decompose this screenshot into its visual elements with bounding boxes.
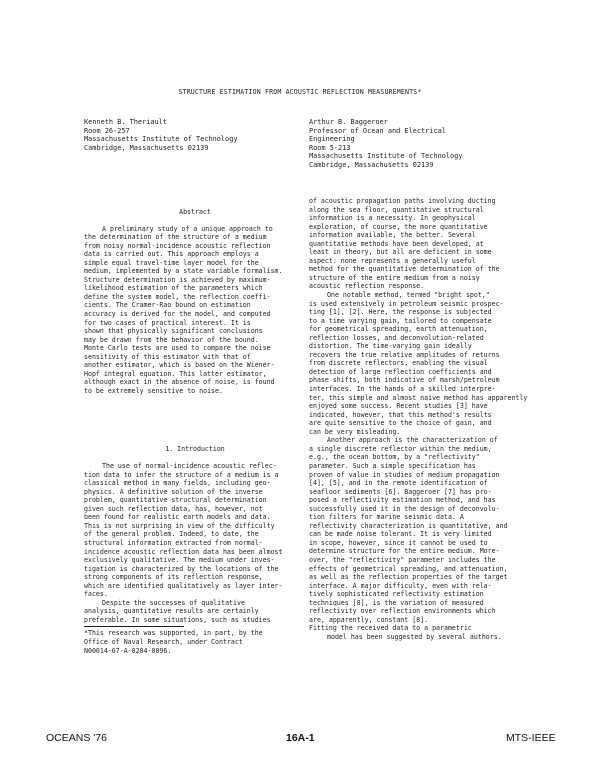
footnote xyxy=(84,629,306,655)
text-line: determine structure for the entire medium. More- xyxy=(309,547,500,556)
text-line: *This research was supported, in part, by the xyxy=(84,629,263,638)
text-line: acoustic reflection response. xyxy=(309,282,425,291)
text-line: reflection losses, and deconvolution-related xyxy=(309,333,484,342)
intro-heading: 1. Introduction xyxy=(165,445,225,454)
abstract-body xyxy=(84,225,306,396)
text-line: likelihood estimation of the parameters which xyxy=(84,284,263,293)
text-line: problem, quantitative structural determination xyxy=(84,496,267,505)
abstract-heading: Abstract xyxy=(179,208,211,216)
text-line: another estimator, which is based on the Wiener- xyxy=(84,361,275,370)
footer-conference: OCEANS '76 xyxy=(46,732,107,744)
text-line: posed a reflectivity estimation method, and has xyxy=(309,496,496,505)
text-line: preferable. In some situations, such as studies xyxy=(84,615,271,624)
text-line: Monte Carlo tests are used to compare the noise xyxy=(84,344,271,353)
text-line: in scope, however, since it cannot be used to xyxy=(309,538,488,547)
text-line: Hopf integral equation. This latter estimator, xyxy=(84,369,267,378)
text-line: tively sophisticated reflectivity estimation xyxy=(309,590,484,599)
text-line: although exact in the absence of noise, is found xyxy=(84,378,275,387)
text-line: tion filters for marine seismic data. A xyxy=(309,513,464,522)
text-line: are, apparently, constant [8]. xyxy=(309,615,429,624)
text-line: Office of Naval Research, under Contract xyxy=(84,637,243,646)
author-name: Kenneth B. Theriault xyxy=(84,118,167,126)
text-line: is used extensively in petroleum seismic prospec- xyxy=(309,299,504,308)
footnote-rule xyxy=(84,626,184,627)
text-line: analysis, quantitative results are certainly xyxy=(84,607,259,616)
text-line: ting [1], [2]. Here, the response is subjected xyxy=(309,308,492,317)
intro-body xyxy=(84,462,306,624)
right-column-body xyxy=(309,197,531,641)
text-line: define the system model, the reflection coeffi- xyxy=(84,292,271,301)
text-line: Despite the successes of qualitative xyxy=(102,598,245,607)
text-line: N00014-67-A-0204-0096. xyxy=(84,646,172,655)
author-title: Professor of Ocean and Electrical xyxy=(309,126,446,135)
text-line: enjoyed some success. Recent studies [3] have xyxy=(309,402,488,411)
text-line: interfaces. In the hands of a skilled interpre- xyxy=(309,385,496,394)
text-line: structure of the entire medium from a noisy xyxy=(309,273,480,282)
text-line: along the sea floor, quantitative structural xyxy=(309,205,484,214)
text-line: for geometrical spreading, earth attenuation, xyxy=(309,325,488,334)
text-line: sensitivity of this estimator with that of xyxy=(84,352,251,361)
text-line: tion data to infer the structure of a medium is a xyxy=(84,470,279,479)
author-institution: Massachusetts Institute of Technology xyxy=(84,135,238,144)
text-line: interface. A major difficulty, even with rela- xyxy=(309,581,492,590)
author-block-right xyxy=(309,118,549,170)
text-line: The use of normal-incidence acoustic reflec- xyxy=(102,462,277,471)
text-line: accuracy is derived for the model, and computed xyxy=(84,310,271,319)
text-line: seafloor sediments [6]. Baggeroer [7] has pro- xyxy=(309,487,492,496)
author-city: Cambridge, Massachusetts 02139 xyxy=(84,143,209,152)
author-title-cont: Engineering xyxy=(309,135,355,144)
text-line: can be very misleading. xyxy=(309,427,401,436)
text-line: to be extremely sensitive to noise. xyxy=(84,386,223,395)
author-room: Room 5-213 xyxy=(309,143,351,152)
text-line: exclusively qualitative. The medium under inves- xyxy=(84,556,275,565)
text-line: A preliminary study of a unique approach to xyxy=(102,224,273,233)
text-line: aspect: none represents a generally useful xyxy=(309,256,476,265)
text-line: are quite sensitive to the choice of gain, and xyxy=(309,419,492,428)
text-line: a single discrete reflector within the medium, xyxy=(309,444,492,453)
author-city: Cambridge, Massachusetts 02139 xyxy=(309,160,434,169)
text-line: for two cases of practical interest. It is xyxy=(84,318,251,327)
text-line: This is not surprising in view of the difficulty xyxy=(84,521,275,530)
text-line: shown that physically significant conclusions xyxy=(84,327,263,336)
text-line: detection of large reflection coefficients and xyxy=(309,367,492,376)
text-line: Fitting the received data to a parametric xyxy=(309,624,472,633)
text-line: Structure determination is achieved by maximum- xyxy=(84,275,271,284)
text-line: successfully used it in the design of deconvolu- xyxy=(309,504,500,513)
text-line: method for the quantitative determination of the xyxy=(309,265,500,274)
text-line: as well as the reflection properties of the target xyxy=(309,573,508,582)
text-line: information is a necessity. In geophysical xyxy=(309,214,476,223)
text-line: may be drawn from the behavior of the bound. xyxy=(84,335,259,344)
author-name: Arthur B. Baggeroer xyxy=(309,118,388,126)
text-line: reflectivity over reflection environments which xyxy=(309,607,496,616)
text-line: the determination of the structure of a medium xyxy=(84,233,267,242)
text-line: faces. xyxy=(84,590,108,599)
text-line: quantitative methods have been developed, at xyxy=(309,239,484,248)
text-line: distortion. The time-varying gain ideally xyxy=(309,342,472,351)
text-line: [4], [5], and in the remote identification of xyxy=(309,479,488,488)
text-line: classical method in many fields, including geo- xyxy=(84,479,271,488)
text-line: indicated, however, that this method's results xyxy=(309,410,492,419)
text-line: cients. The Cramer-Rao bound on estimation xyxy=(84,301,251,310)
text-line: strong components of its reflection response, xyxy=(84,573,263,582)
text-line: Another approach is the characterization of xyxy=(327,436,498,445)
footer-publisher: MTS-IEEE xyxy=(506,732,556,744)
text-line: structural information extracted from normal- xyxy=(84,538,263,547)
text-line: given such reflection data, has, however, not xyxy=(84,504,263,513)
text-line: information available, the better. Several xyxy=(309,231,476,240)
text-line: parameter. Such a simple specification has xyxy=(309,461,476,470)
left-column xyxy=(84,208,306,655)
author-block-left xyxy=(84,118,324,152)
text-line: of the general problem. Indeed, to date, the xyxy=(84,530,259,539)
text-line: from discrete reflectors, enabling the visual xyxy=(309,359,488,368)
footer-page-number: 16A-1 xyxy=(286,732,315,744)
text-line: model has been suggested by several authors. xyxy=(327,632,502,641)
text-line: e.g., the ocean bottom, by a "reflectivity" xyxy=(309,453,480,462)
text-line: exploration, of course, the more quantitative xyxy=(309,222,488,231)
text-line: data is carried out. This approach employs a xyxy=(84,250,259,259)
text-line: One notable method, termed "bright spot," xyxy=(327,291,490,300)
text-line: physics. A definitive solution of the inverse xyxy=(84,487,263,496)
author-institution: Massachusetts Institute of Technology xyxy=(309,152,463,161)
text-line: effects of geometrical spreading, and attenuation, xyxy=(309,564,508,573)
author-room: Room 26-257 xyxy=(84,126,130,135)
text-line: ter, this simple and almost naive method has apparently xyxy=(309,393,528,402)
text-line: to a time varying gain, tailored to compensate xyxy=(309,316,492,325)
text-line: medium, implemented by a state variable formalism. xyxy=(84,267,283,276)
right-column xyxy=(309,197,531,641)
text-line: simple equal travel-time layer model for the xyxy=(84,258,259,267)
text-line: which are identified qualitatively as layer inter- xyxy=(84,581,283,590)
text-line: phase shifts, both indicative of marsh/petroleum xyxy=(309,376,500,385)
text-line: incidence acoustic reflection data has been almost xyxy=(84,547,283,556)
text-line: from noisy normal-incidence acoustic reflection xyxy=(84,241,271,250)
text-line: reflectivity characterization is quantitative, and xyxy=(309,521,508,530)
text-line: least in theory, but all are deficient in some xyxy=(309,248,492,257)
text-line: been found for realistic earth models and data. xyxy=(84,513,271,522)
text-line: over, the "reflectivity" parameter includes the xyxy=(309,555,496,564)
text-line: proven of value in studies of medium propagation xyxy=(309,470,500,479)
text-line: recovers the true relative amplitudes of returns xyxy=(309,350,500,359)
text-line: tigation is characterized by the locations of the xyxy=(84,564,279,573)
text-line: techniques [8], is the variation of measured xyxy=(309,598,484,607)
text-line: can be made noise tolerant. It is very limited xyxy=(309,530,492,539)
text-line: of acoustic propagation paths involving ducting xyxy=(309,197,496,205)
paper-title: STRUCTURE ESTIMATION FROM ACOUSTIC REFLECTION MEASUREMENTS* xyxy=(178,88,422,96)
